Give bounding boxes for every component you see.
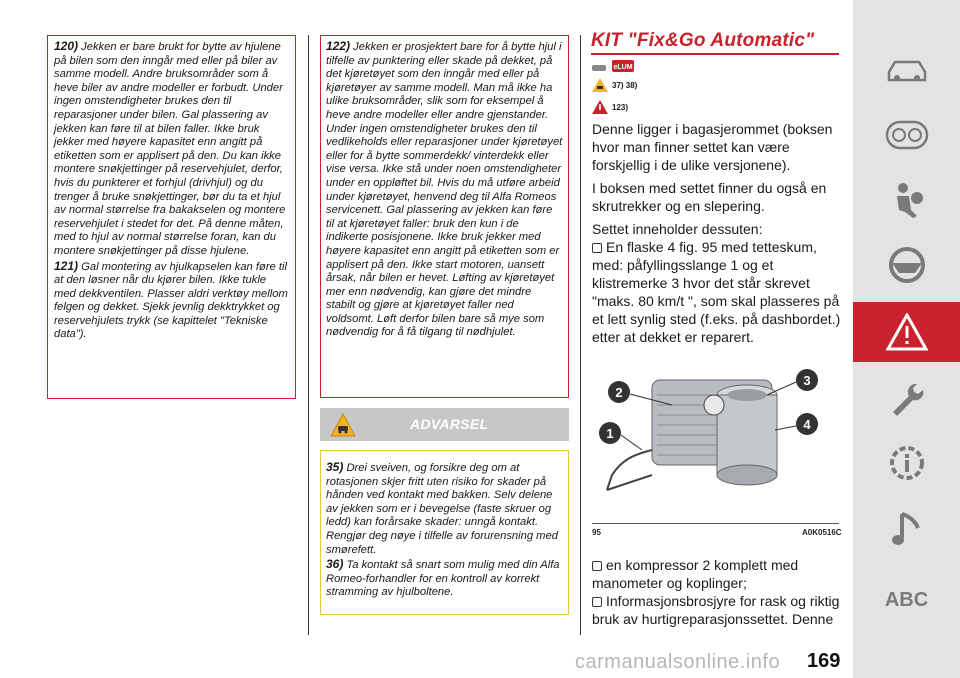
paragraph: I boksen med settet finner du også en skrutrekker og en slepering.	[592, 180, 827, 214]
watermark: carmanualsonline.info	[575, 651, 781, 673]
column-divider	[580, 35, 581, 635]
warning-car-icon	[330, 413, 356, 437]
wrench-icon[interactable]	[853, 370, 960, 430]
note-number: 122)	[326, 39, 351, 53]
figure-code: A0K0516C	[802, 528, 842, 537]
dashboard-icon[interactable]	[853, 105, 960, 165]
figure-rule	[592, 523, 839, 524]
elum-badge: eLUM	[613, 64, 633, 71]
notes-box-left	[47, 35, 296, 399]
note-number: 121)	[54, 258, 79, 273]
note-text: Jekken er bare brukt for bytte av hjulene på bilen som den inngår med eller på biler av samme modell. Andre bruksområder som å heve biler av andre modeller er forbudt. Under ingen omstendigheter brukes den til reparasjoner under bilen. Gal plassering av jekken kan føre til at bilen faller. Ikke bruk jekker med høyere kapasitet enn angitt på etiketten som er applisert på den. Du kan ikke montere snøkjettinger på reservehjulet, derfor, hvis du punkterer et forhjul (drivhjul) og du trenger å bruke snøkjettinger, bør du ta et hjul av normal størrelse fra bakakselen og montere reservehjulet i stedet for det. På denne måten, med to hjul av normal størrelse foran, kan du montere snøkjettinger på disse hjulene.	[54, 41, 286, 257]
safety-icon[interactable]	[853, 170, 960, 230]
warning-number: 35)	[326, 460, 344, 474]
checkbox-bullet-icon	[592, 561, 602, 571]
column-divider	[308, 35, 309, 635]
callout-4: 4	[803, 417, 811, 432]
warning-number: 36)	[326, 557, 344, 572]
warning-35	[326, 461, 563, 557]
notes-box-middle	[320, 35, 569, 398]
bullet-text: en kompressor 2 komplett med manometer og koplinger;	[592, 557, 799, 591]
chapter-sidebar	[853, 0, 960, 678]
note-120	[54, 40, 290, 259]
warning-icon[interactable]	[853, 302, 960, 362]
car-tool-icon	[592, 60, 636, 74]
ref-numbers: 123)	[612, 102, 629, 112]
ref-row-1	[592, 78, 637, 92]
bullet-item	[592, 556, 842, 592]
kit-figure	[592, 350, 839, 520]
ref-numbers: 37) 38)	[612, 80, 638, 90]
body-text-bottom	[592, 556, 842, 628]
ref-row-2	[592, 100, 628, 114]
note-number: 120)	[54, 39, 79, 53]
figure-number: 95	[592, 528, 601, 537]
checkbox-bullet-icon	[592, 243, 602, 253]
note-122	[326, 40, 563, 340]
note-121	[54, 260, 290, 343]
car-icon[interactable]	[853, 40, 960, 100]
title-underline	[591, 53, 839, 55]
body-text-top	[592, 120, 842, 351]
paragraph: Settet inneholder dessuten:	[592, 221, 763, 237]
warning-text: Drei sveiven, og forsikre deg om at rotasjonen skjer fritt uten risiko for skader på hånden ved kontakt med bakken. Selv delene av jekken som er i bevegelse (faste skruer og ledd) kan forårsake skader: unngå kontakt. Rengjør deg nøye i tilfelle av forurensning med smørefett.	[326, 462, 558, 556]
ref-icons	[592, 60, 636, 79]
abc-label: ABC	[884, 588, 929, 611]
music-icon[interactable]	[853, 500, 960, 560]
checkbox-bullet-icon	[592, 597, 602, 607]
index-abc[interactable]	[853, 570, 960, 630]
warning-triangle-icon	[592, 100, 608, 114]
bullet-item	[592, 592, 842, 628]
warning-box	[320, 450, 569, 615]
warning-header	[320, 408, 569, 441]
gear-info-icon[interactable]	[853, 433, 960, 493]
section-title: KIT "Fix&Go Automatic"	[591, 30, 815, 51]
paragraph: Denne ligger i bagasjerommet (boksen hvor man finner settet kan være forskjellig i de ulike versjonene).	[592, 121, 833, 173]
note-text: Jekken er prosjektert bare for å bytte hjul i tilfelle av punktering eller skade på dekket, på det kjøretøyet som den inngår med eller på kjøretøyer av samme modell. Man må ikke ha ulike bruksområder, slik som for eksempel å heve andre modeller eller andre gjenstander. Under ingen omstendigheter brukes den til vedlikeholds eller reparasjoner under kjøretøyet eller for å bytte sommerdekk/ vinterdekk eller vise versa. Ikke stå under noen omstendigheter under en oppløftet bil. Hvis du må utføre arbeid under kjøretøyet, henvend deg til Alfa Romeos servicenett. Gal plassering av jekken kan føre til at kjøretøyet faller: bruk den kun i de indikerte posisjonene. Ikke bruk jekker med høyere kapasitet enn angitt på etiketten som er applisert på den. Ikke start motoren, uansett årsak, når bilen er hevet. Løfting av kjøretøyet mer enn nødvendig, kan gjøre det mindre stabilt og gjøre at kjøretøyet faller ned voldsomt. Løft derfor bilen bare så mye som nødvendig for å få tilgang til nødhjulet.	[326, 41, 563, 339]
callout-1: 1	[606, 426, 614, 441]
callout-2: 2	[615, 385, 623, 400]
note-text: Gal montering av hjulkapselen kan føre til at den løsner når du kjører bilen. Ikke tukle med dekkventilen. Plasser aldri verktøy mellom felgen og dekket. Sjekk jevnlig dekktrykket og reservehjulets trykk (se kapittelet "Tekniske data").	[54, 260, 288, 341]
warning-car-icon	[592, 78, 608, 92]
bullet-text: Informasjonsbrosjyre for rask og riktig bruk av hurtigreparasjonssettet. Denne	[592, 593, 840, 627]
bullet-text: En flaske 4 fig. 95 med tetteskum, med: påfyllingsslange 1 og et klistremerke 3 hvor det står skrevet "maks. 80 km/t ", som skal plasseres på et lett synlig sted (f.eks. på dashbordet.) etter at dekket er reparert.	[592, 239, 841, 345]
steering-wheel-icon[interactable]	[853, 235, 960, 295]
callout-3: 3	[803, 373, 811, 388]
warning-text: Ta kontakt så snart som mulig med din Alfa Romeo-forhandler for en kontroll av korrekt stramming av hjulboltene.	[326, 559, 560, 599]
bullet-item	[592, 238, 842, 346]
warning-36	[326, 558, 563, 600]
page-number: 169	[807, 650, 841, 672]
warning-title: ADVARSEL	[410, 416, 489, 432]
